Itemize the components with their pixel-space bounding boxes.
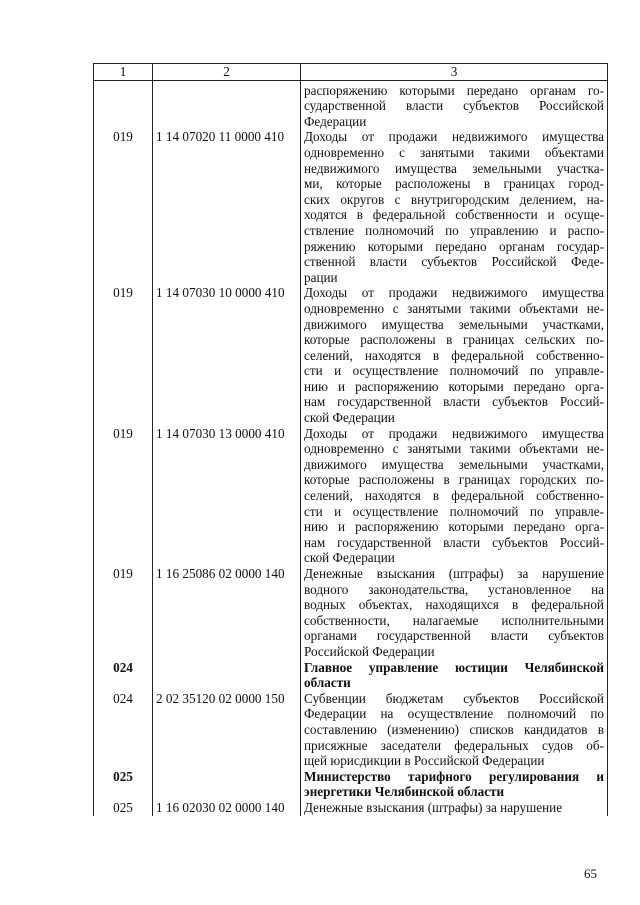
description-line: нию и распоряжению которыми передано орга- [304, 519, 604, 535]
admin-code-cell: 024 [94, 660, 153, 691]
description-line: ми, которые расположены в границах город- [304, 176, 604, 192]
header-col-1: 1 [94, 64, 153, 81]
budget-code-cell: 2 02 35120 02 0000 150 [153, 691, 301, 769]
description-cell [301, 660, 608, 691]
description-cell [301, 426, 608, 566]
admin-code-cell: 019 [94, 426, 153, 566]
description-cell [301, 566, 608, 660]
description-line: Федерации на осуществление полномочий по [304, 706, 604, 722]
description-line: сти и осуществление полномочий по управле- [304, 503, 604, 519]
admin-code-cell: 025 [94, 800, 153, 816]
admin-code-cell: 019 [94, 285, 153, 425]
description-line: рации [304, 269, 338, 285]
description-line: селений, находятся в федеральной собственно- [304, 488, 604, 504]
budget-code-cell: 1 16 02030 02 0000 140 [153, 800, 301, 816]
admin-code-cell: 025 [94, 769, 153, 800]
description-line: присяжные заседатели федеральных судов об- [304, 737, 604, 753]
table-row [94, 129, 608, 285]
description-cell [301, 285, 608, 425]
header-col-2: 2 [153, 64, 301, 81]
table-section-row [94, 769, 608, 800]
description-line: распоряжению которыми передано органам го- [304, 82, 604, 98]
description-line: водного законодательства, установленное на [304, 581, 604, 597]
description-cell [301, 691, 608, 769]
table-row [94, 800, 608, 816]
description-cell [301, 129, 608, 285]
table-section-row [94, 660, 608, 691]
description-line: энергетики Челябинской области [304, 784, 505, 800]
page-number: 65 [584, 866, 597, 881]
description-cell [301, 80, 608, 129]
description-cell [301, 769, 608, 800]
header-col-3: 3 [301, 64, 608, 81]
description-line: нам государственной власти субъектов Россий- [304, 394, 604, 410]
budget-code-cell: 1 16 25086 02 0000 140 [153, 566, 301, 660]
description-line: одновременно с занятыми такими объектами [304, 144, 604, 160]
description-line: недвижимого имущества земельными участка- [304, 160, 604, 176]
admin-code-cell [94, 80, 153, 129]
description-line: Субвенции бюджетам субъектов Российской [304, 690, 604, 706]
description-line: щей юрисдикции в Российской Федерации [304, 753, 545, 769]
table-row [94, 285, 608, 425]
description-line: органами государственной власти субъектов [304, 628, 604, 644]
description-line: сударственной власти субъектов Российской [304, 98, 604, 114]
description-line: движимого имущества земельными участками, [304, 316, 604, 332]
table-row [94, 566, 608, 660]
description-line: Российской Федерации [304, 643, 435, 659]
description-line: Федерации [304, 113, 367, 129]
budget-code-cell: 1 14 07030 13 0000 410 [153, 426, 301, 566]
description-line: Доходы от продажи недвижимого имущества [304, 129, 604, 145]
description-line: Министерство тарифного регулирования и [304, 768, 604, 784]
budget-code-cell [153, 80, 301, 129]
description-line: нам государственной власти субъектов Россий- [304, 534, 604, 550]
description-line: Доходы от продажи недвижимого имущества [304, 285, 604, 301]
description-line: Доходы от продажи недвижимого имущества [304, 425, 604, 441]
budget-code-cell: 1 14 07030 10 0000 410 [153, 285, 301, 425]
budget-code-cell: 1 14 07020 11 0000 410 [153, 129, 301, 285]
description-line: ствление полномочий по управлению и распо- [304, 222, 604, 238]
description-line: собственности, налагаемые исполнительными [304, 612, 604, 628]
description-cell [301, 800, 608, 816]
description-line: нию и распоряжению которыми передано орга- [304, 378, 604, 394]
description-line: которые расположены в границах городских по- [304, 472, 604, 488]
description-line: которые расположены в границах сельских по- [304, 332, 604, 348]
description-line: одновременно с занятыми такими объектами не- [304, 441, 604, 457]
admin-code-cell: 019 [94, 566, 153, 660]
description-line: ской Федерации [304, 550, 395, 566]
description-line: водных объектах, находящихся в федеральной [304, 597, 604, 613]
description-line: движимого имущества земельными участками, [304, 456, 604, 472]
description-line: ряжению которыми передано органам государ- [304, 238, 604, 254]
budget-code-cell [153, 769, 301, 800]
table-row [94, 426, 608, 566]
description-line: ственной власти субъектов Российской Феде- [304, 254, 604, 270]
revenue-codes-table [93, 63, 608, 816]
description-line: ской Федерации [304, 410, 395, 426]
description-line: составлению (изменению) списков кандидатов в [304, 721, 604, 737]
admin-code-cell: 019 [94, 129, 153, 285]
table-body [94, 80, 608, 815]
description-line: одновременно с занятыми такими объектами не- [304, 300, 604, 316]
description-line: сти и осуществление полномочий по управле- [304, 363, 604, 379]
description-line: селений, находятся в федеральной собственно- [304, 347, 604, 363]
table-header-row [94, 64, 608, 81]
description-line: Денежные взыскания (штрафы) за нарушение [304, 566, 604, 581]
admin-code-cell: 024 [94, 691, 153, 769]
description-line: ходятся в федеральной собственности и осуще- [304, 207, 604, 223]
table-row [94, 80, 608, 129]
description-line: Денежные взыскания (штрафы) за нарушение [304, 799, 563, 815]
table-row [94, 691, 608, 769]
description-line: ских округов с внутригородским делением, на- [304, 191, 604, 207]
description-line: Главное управление юстиции Челябинской [304, 659, 604, 675]
description-line: области [304, 675, 351, 691]
budget-code-cell [153, 660, 301, 691]
